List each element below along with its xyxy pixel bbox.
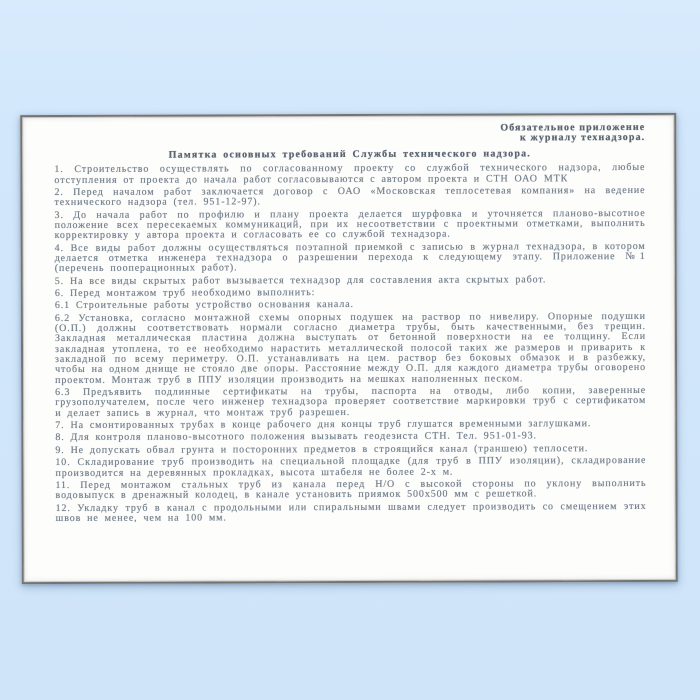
document-page xyxy=(20,113,678,584)
header-line: Обязательное приложение xyxy=(500,121,646,134)
paragraph-9: 9. Не допускать обвал грунта и посторонних предметов в строящийся канал (траншею) теплосети. xyxy=(55,442,589,456)
paragraph-7: 7. На смонтированных трубах в конце рабочего дня концы труб глушатся временными заглушками. xyxy=(55,418,592,432)
paragraph-1: 1. Строительство осуществлять по согласованному проекту со службой технического надзора, любые отступления от проекта до начала работ согласовываются с автором проекта и СТН ОАО МТК xyxy=(54,162,646,186)
document-header xyxy=(54,123,645,146)
document-title: Памятка основных требований Службы технического надзора. xyxy=(168,148,531,161)
paragraph-2: 2. Перед началом работ заключается договор с ОАО «Московская теплосетевая компания» на ведение технического надзора (тел. 951-12-97). xyxy=(54,184,646,209)
paragraph-11: 11. Перед монтажом стальных труб из канала перед Н/О с высокой стороны по уклону выполнить водовыпуск в дренажный колодец, в канале установить приямок 500х500 мм с решеткой. xyxy=(55,477,647,502)
paragraph-6: 6. Перед монтажом труб необходимо выполнить: xyxy=(54,287,316,300)
paragraph-5: 5. На все виды скрытых работ вызывается технадзор для составления акта скрытых работ. xyxy=(54,273,547,287)
paragraph-4: 4. Все виды работ должны осуществляться поэтапной приемкой с записью в журнал технадзора, в котором делается отметка инженера технадзора о разрешении перехода к следующему этапу. Приложение №1 (перечень пооперационных работ). xyxy=(54,240,646,275)
paragraph-6-2: 6.2 Установка, согласно монтажной схемы опорных подушек на раствор по нивелиру. Опорные подушки (О.П.) должны соответствовать нормали согласно диаметра трубы, быть качественными, без трещин. Закладная металлическая пластина должна выступать от бетонной поверхности на ее толщину. Если закладная утоплена, то ее необходимо нарастить металлической полосой таких же размеров и приварить к закладной по всему периметру. О.П. устанавливать на цем. раствор без боковых обмазок и в разбежку, чтобы на одном днище не стояло две опоры. Расстояние между О.П. для каждого диаметра трубы оговорено проектом. Монтаж труб в ППУ изоляции производить на мешках наполненных песком. xyxy=(54,310,647,386)
paragraph-12: 12. Укладку труб в канал с продольными или спиральными швами следует производить со смещением этих швов не менее, чем на 100 мм. xyxy=(55,500,647,524)
paragraph-6-1: 6.1 Строительные работы устройство основания канала. xyxy=(54,299,354,312)
paragraph-10: 10. Складирование труб производить на специальной площадке (для труб в ППУ изоляции), складирование производится на деревянных прокладках, высота штабеля не более 2-х м. xyxy=(55,455,647,479)
paragraph-6-3: 6.3 Предъявить подлинные сертификаты на трубы, паспорта на отводы, либо копии, заверенные грузополучателем, после чего инженер технадзора проверяет соответствие маркировки труб с сертификатом и делает запись в журнал, что монтаж труб разрешен. xyxy=(55,385,647,419)
paragraph-3: 3. До начала работ по профилю и плану проекта делается шурфовка и уточняется планово-высотное положение всех пересекаемых коммуникаций, при их несоответствии с проектными отметками, выполнить корректировку у автора проекта и согласовать ее со службой технадзора. xyxy=(54,207,646,242)
paragraph-8: 8. Для контроля планово-высотного положения вызывать геодезиста СТН. Тел. 951-01-93. xyxy=(55,430,537,444)
header-line: к журналу технадзора. xyxy=(519,132,646,144)
